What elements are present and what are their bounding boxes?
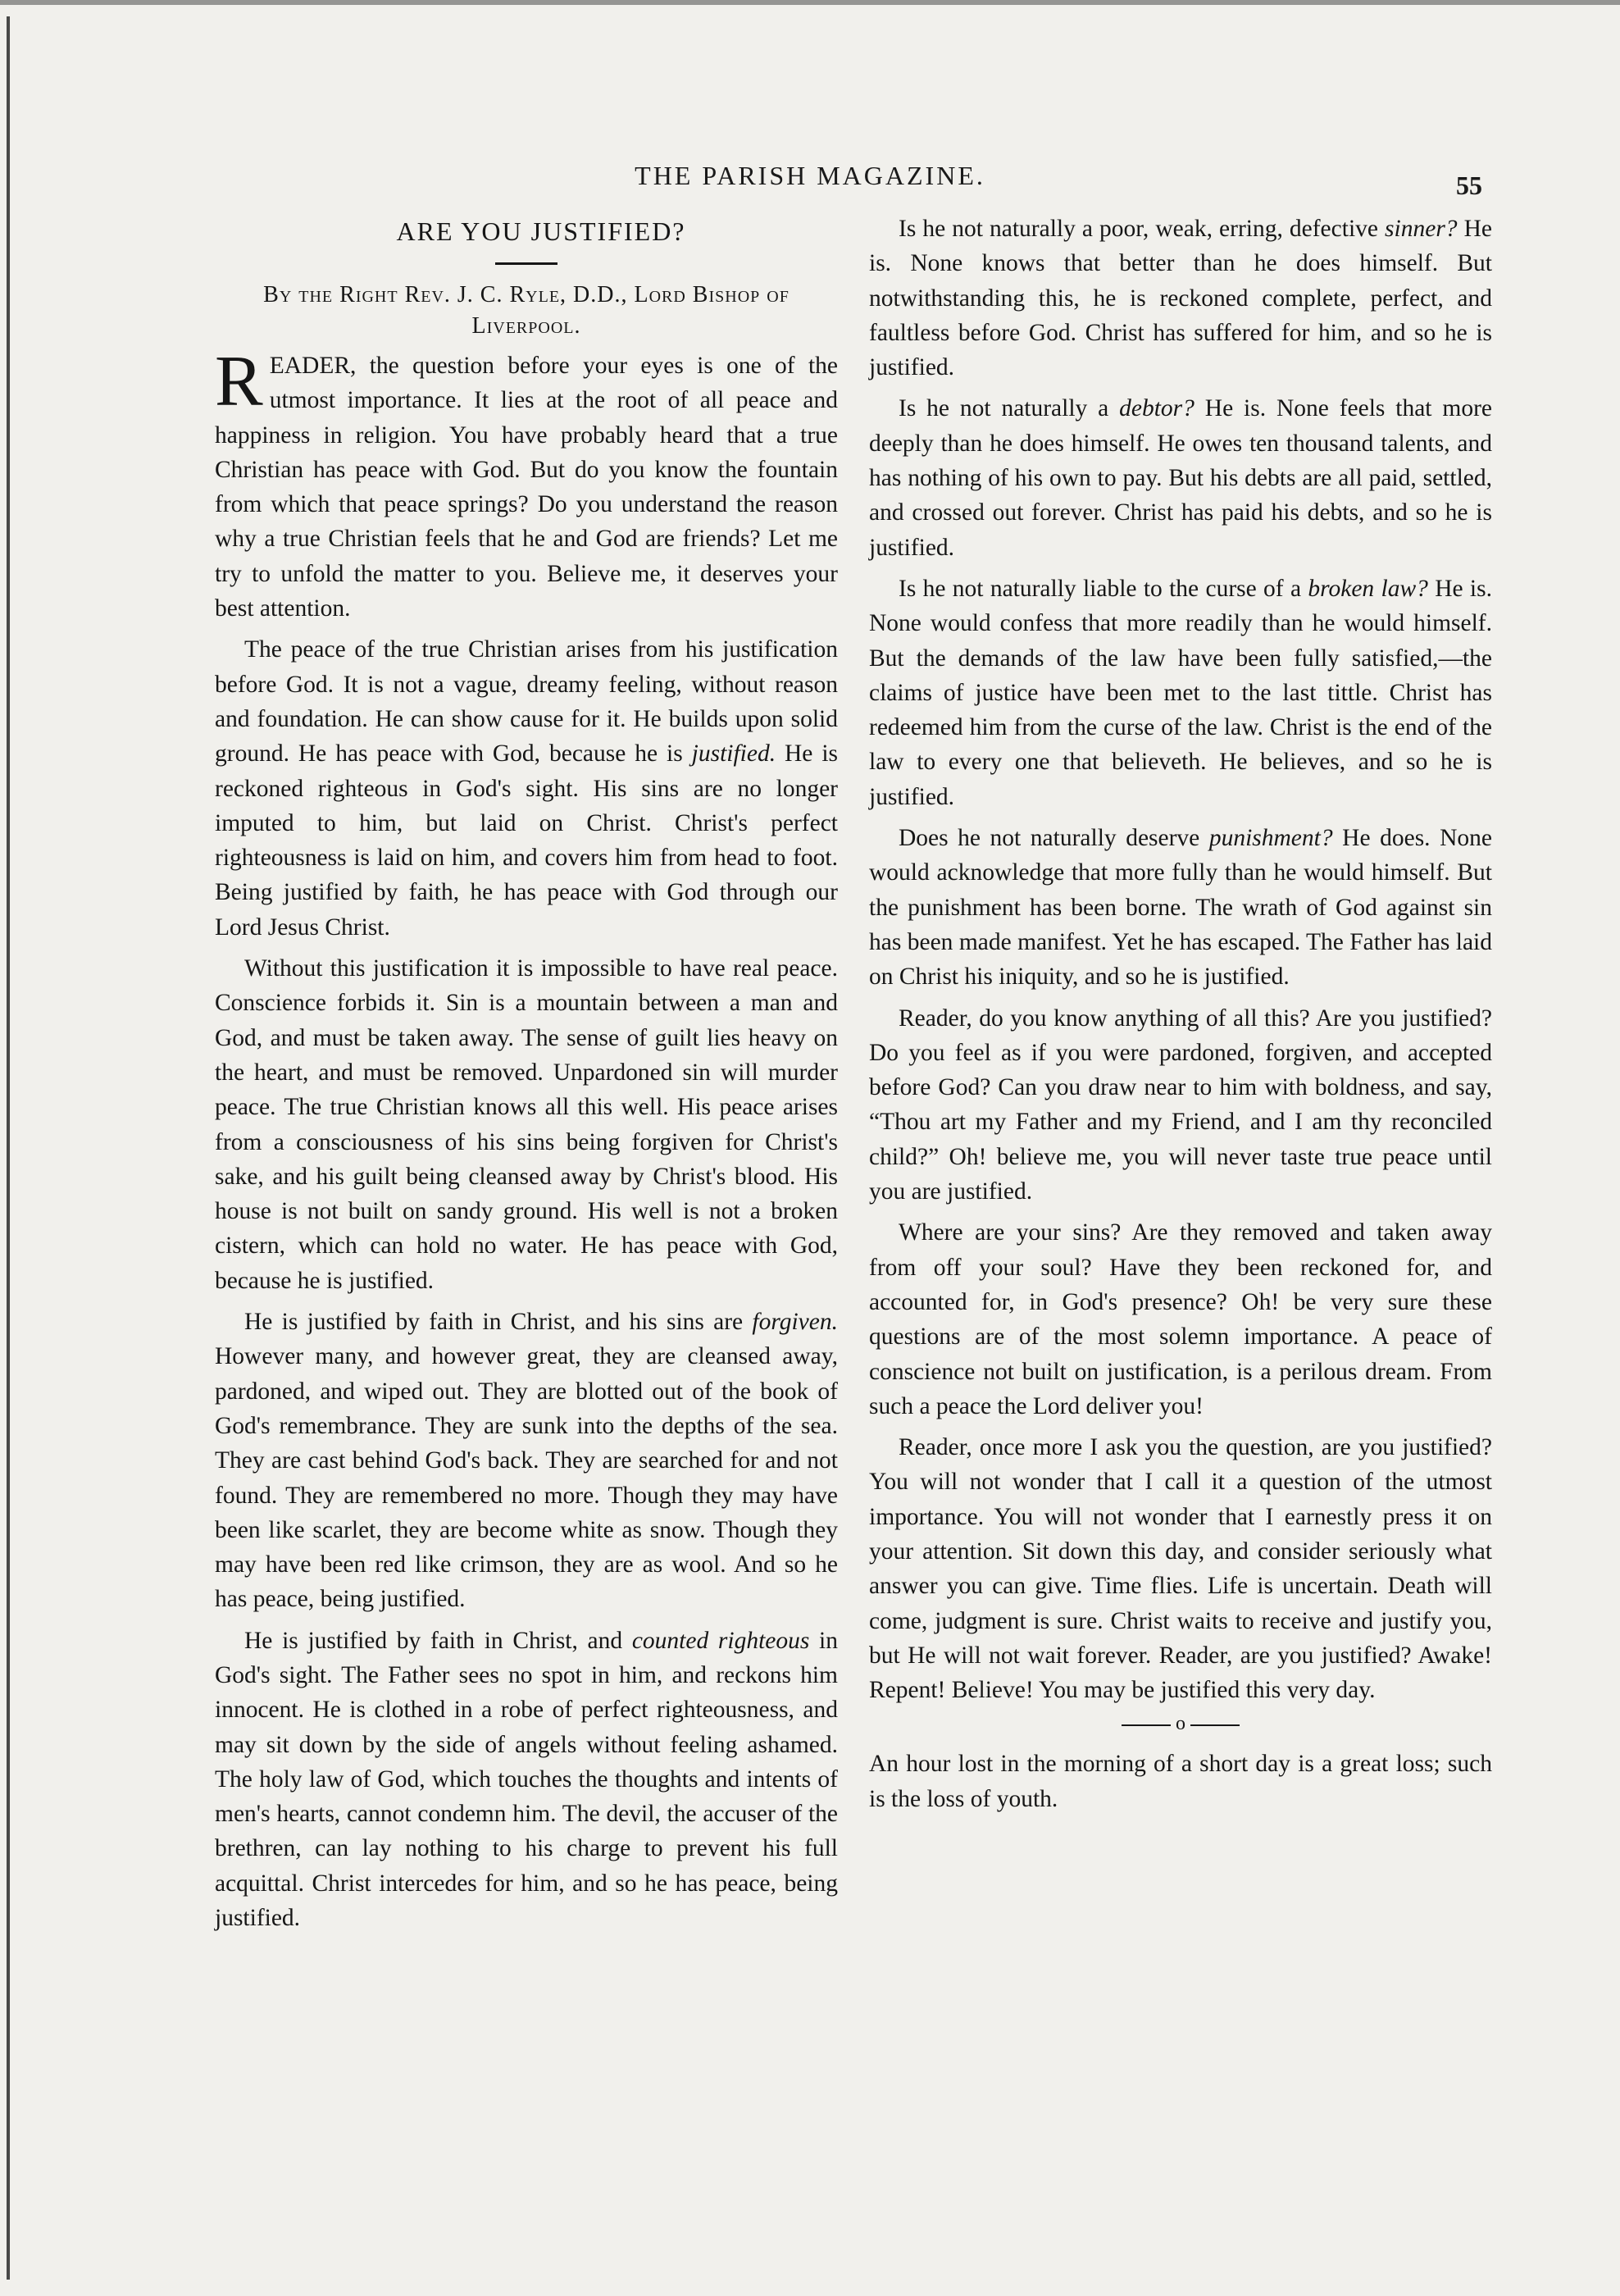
article-title: ARE YOU JUSTIFIED? — [396, 216, 686, 246]
paragraph-3: Without this justification it is impossible to have real peace. Conscience forbids it. Sin is a mountain between a man and God, and must be taken away. The sense of guilt lies heavy on the heart, and must be removed. Unpardoned sin will murder peace. The true Christian knows all this well. His peace arises from a consciousness of his sins being forgiven for Christ's sake, and his guilt being cleansed away by Christ's blood. His house is not built on sandy ground. His well is not a broken cistern, which can hold no water. He has peace with God, because he is justified. — [215, 955, 838, 1294]
filler-quote: An hour lost in the morning of a short day is a great loss; such is the loss of youth. — [869, 1751, 1492, 1812]
paragraph-9: Does he not naturally deserve punishment? He does. None would acknowledge that more fully than he would himself. But the punishment has been borne. The wrath of God against sin has been made manifest. Yet he has escaped. The Father has laid on Christ his iniquity, and so he is justified. — [869, 825, 1492, 991]
running-head: THE PARISH MAGAZINE. — [635, 161, 985, 190]
title-rule — [495, 262, 557, 265]
paragraph-12: Reader, once more I ask you the question, are you justified? You will not wonder that I call it a question of the utmost importance. You will not wonder that I earnestly press it on your attention. Sit down this day, and consider seriously what answer you can give. Time flies. Life is uncertain. Death will come, judgment is sure. Christ waits to receive and justify you, but He will not wait forever. Reader, are you justified? Awake! Repent! Believe! You may be justified this very day. — [869, 1434, 1492, 1704]
byline: By the Right Rev. J. C. Ryle, D.D., Lord Bishop of Liverpool. — [263, 282, 790, 339]
paragraph-1: READER, the question before your eyes is one of the utmost importance. It lies at the root of all peace and happiness in religion. You have probably heard that a true Christian has peace with God. But do you know the fountain from which that peace springs? Do you understand the reason why a true Christian feels that he and God are friends? Let me try to unfold the matter to you. Believe me, it deserves your best attention. — [215, 342, 838, 622]
right-column — [869, 212, 1492, 1823]
drop-cap: R — [215, 342, 263, 421]
scan-top-edge — [0, 0, 1620, 5]
paragraph-7: Is he not naturally a debtor? He is. None feels that more deeply than he does himself. He owes ten thousand talents, and has nothing of his own to pay. But his debts are all paid, settled, and crossed out forever. Christ has paid his debts, and so he is justified. — [869, 395, 1492, 561]
paragraph-6: Is he not naturally a poor, weak, erring, defective sinner? He is. None knows that better than he does himself. But notwithstanding this, he is reckoned complete, perfect, and faultless before God. Christ has suffered for him, and so he is justified. — [869, 216, 1492, 381]
paragraph-2: The peace of the true Christian arises from his justification before God. It is not a vague, dreamy feeling, without reason and foundation. He can show cause for it. He builds upon solid ground. He has peace with God, because he is justified. He is reckoned righteous in God's sight. His sins are no longer imputed to him, but laid on Christ. Christ's perfect righteousness is laid on him, and covers him from head to foot. Being justified by faith, he has peace with God through our Lord Jesus Christ. — [215, 636, 839, 941]
page-number: 55 — [1456, 171, 1482, 200]
section-separator: o — [869, 1715, 1492, 1732]
paragraph-5: He is justified by faith in Christ, and counted righteous in God's sight. The Father sees no spot in him, and reckons him innocent. He is clothed in a robe of perfect righteousness, and may sit down by the side of angels without feeling ashamed. The holy law of God, which touches the thoughts and intents of men's hearts, cannot condemn him. The devil, the accuser of the brethren, can lay nothing to his charge to prevent his full acquittal. Christ intercedes for him, and so he has peace, being justified. — [215, 1627, 838, 1932]
paragraph-10: Reader, do you know anything of all this? Are you justified? Do you feel as if you were pardoned, forgiven, and accepted before God? Can you draw near to him with boldness, and say, “Thou art my Father and my Friend, and I am thy reconciled child?” Oh! believe me, you will never taste true peace until you are justified. — [869, 1004, 1492, 1205]
paragraph-11: Where are your sins? Are they removed and taken away from off your soul? Have they been reckoned for, and accounted for, in God's presence? Oh! be very sure these questions are of the most solemn importance. A peace of conscience not built on justification, is a perilous dream. From such a peace the Lord deliver you! — [869, 1219, 1492, 1419]
scan-binding-edge — [7, 16, 10, 2280]
left-column — [215, 212, 838, 1942]
paragraph-4: He is justified by faith in Christ, and his sins are forgiven. However many, and however great, they are cleansed away, pardoned, and wiped out. They are blotted out of the book of God's remembrance. They are sunk into the depths of the sea. They are cast behind God's back. They are searched for and not found. They are remembered no more. Though they may have been like scarlet, they are become white as snow. Though they may have been red like crimson, they are as wool. And so he has peace, being justified. — [215, 1309, 838, 1613]
paragraph-8: Is he not naturally liable to the curse of a broken law? He is. None would confess that more readily than he would himself. But the demands of the law have been fully satisfied,—the claims of justice have been met to the last tittle. Christ has redeemed him from the curse of the law. Christ is the end of the law to every one that believeth. He believes, and so he is justified. — [869, 575, 1492, 810]
